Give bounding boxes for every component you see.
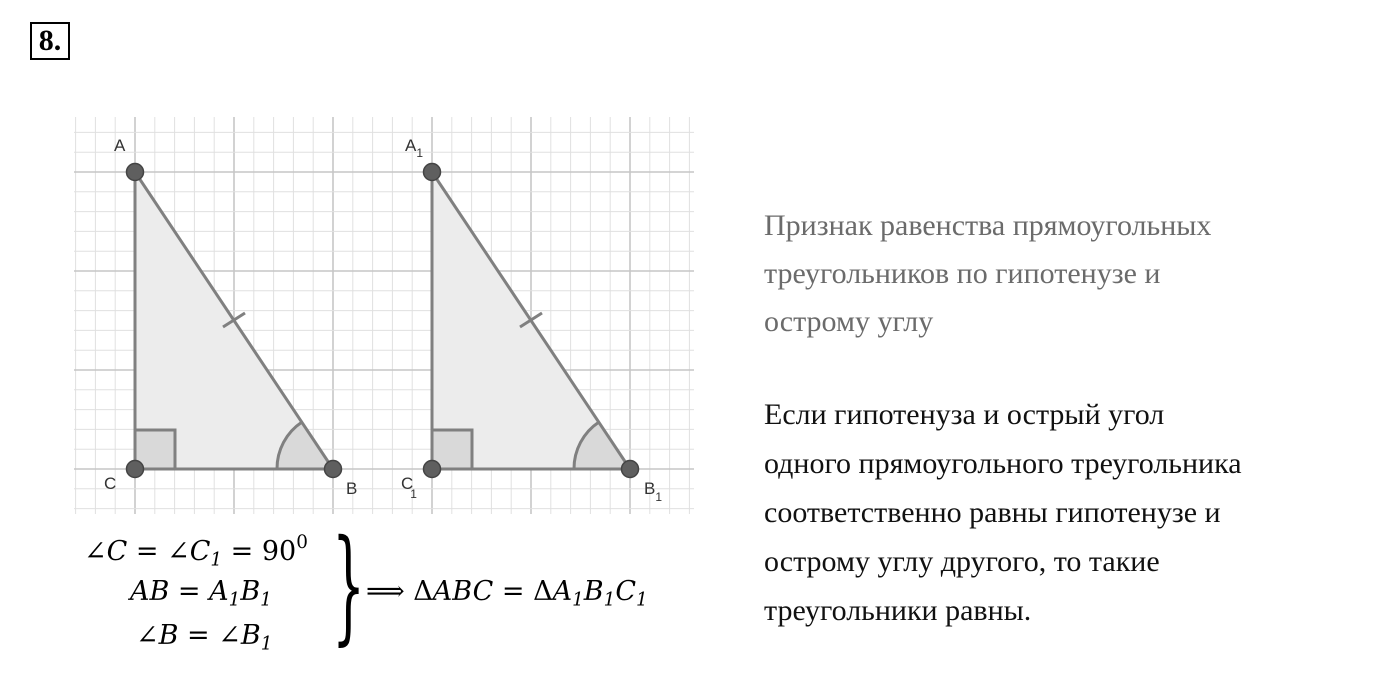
label-a: A	[114, 136, 126, 155]
label-c1	[401, 474, 417, 501]
theorem-statement	[764, 390, 1364, 635]
point-a1	[424, 164, 441, 181]
theorem-body-line: острому углу другого, то такие	[764, 545, 1160, 578]
formula-line-hypotenuse: AB = $A_1B_1$	[130, 576, 272, 611]
triangle-abc	[104, 136, 357, 498]
problem-number-dot: .	[53, 24, 62, 57]
point-b	[325, 461, 342, 478]
label-b1-letter: B	[644, 479, 656, 498]
formula-result: ⟹ $\Delta ABC = \Delta A_1B_1C_1$	[366, 576, 648, 611]
label-c1-letter: C	[401, 474, 414, 493]
point-b1	[622, 461, 639, 478]
formula-line-angle-c: ∠C = $\angle C_1 = 90^0$	[84, 532, 308, 571]
label-b1-subscript: 1	[655, 490, 663, 504]
theorem-title-line: Признак равенства прямоугольных	[764, 209, 1212, 242]
point-a	[127, 164, 144, 181]
theorem-body-line: треугольники равны.	[764, 594, 1032, 627]
problem-number: 8	[38, 24, 54, 57]
theorem-title-line: острому углу	[764, 305, 934, 338]
theorem-body-line: соответственно равны гипотенузе и	[764, 496, 1221, 529]
label-a1	[405, 136, 423, 160]
theorem-title	[764, 202, 1324, 346]
formula-line-angle-b: ∠B = $\angle B_1$	[136, 620, 273, 655]
label-c: C	[104, 474, 117, 493]
label-b: B	[346, 479, 358, 498]
label-b1	[644, 479, 662, 504]
label-a1-letter: A	[405, 136, 417, 155]
point-c	[127, 461, 144, 478]
formula-brace: }	[332, 514, 366, 658]
theorem-title-line: треугольников по гипотенузе и	[764, 257, 1161, 290]
theorem-body-line: Если гипотенуза и острый угол	[764, 398, 1165, 431]
point-c1	[424, 461, 441, 478]
theorem-body-line: одного прямоугольного треугольника	[764, 447, 1242, 480]
label-a1-subscript: 1	[416, 146, 424, 160]
label-c1-subscript: 1	[410, 487, 417, 501]
